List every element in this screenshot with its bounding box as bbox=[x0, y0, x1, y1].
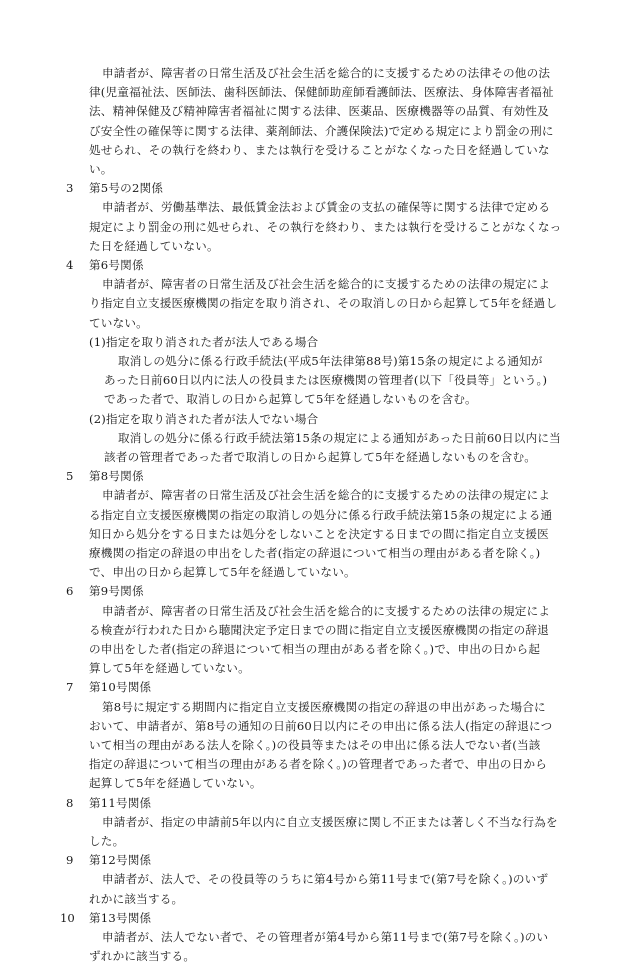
item-line: 申請者が、指定の申請前5年以内に自立支援医療に関し不正または著しく不当な行為を bbox=[102, 814, 558, 829]
item-number: 10 bbox=[60, 910, 75, 925]
item-title: 第12号関係 bbox=[89, 853, 152, 868]
item-line: 指定の辞退について相当の理由がある者を除く。)の管理者であった者で、申出の日から bbox=[89, 757, 548, 772]
item-line: ていない。 bbox=[89, 315, 148, 330]
sub-item-line: あった日前60日以内に法人の役員または医療機関の管理者(以下「役員等」という。) bbox=[104, 373, 548, 388]
item-line: した。 bbox=[89, 834, 125, 848]
item-title: 第9号関係 bbox=[89, 584, 144, 599]
item-line: 申請者が、法人でない者で、その管理者が第4号から第11号まで(第7号を除く。)のい bbox=[102, 930, 549, 944]
item-line: 申請者が、労働基準法、最低賃金法および賃金の支払の確保等に関する法律で定める bbox=[102, 200, 551, 215]
item-number: 6 bbox=[66, 584, 74, 599]
item-line: おいて、申請者が、第8号の通知の日前60日以内にその申出に係る法人(指定の辞退につ bbox=[89, 718, 553, 733]
item-line: た日を経過していない。 bbox=[89, 238, 219, 253]
sub-item-line: であった者で、取消しの日から起算して5年を経過しないものを含む。 bbox=[104, 392, 477, 407]
item-line: 起算して5年を経過していない。 bbox=[89, 776, 262, 791]
item-line: 第8号に規定する期間内に指定自立支援医療機関の指定の辞退の申出があった場合に bbox=[102, 699, 546, 714]
item-line: 申請者が、障害者の日常生活及び社会生活を総合的に支援するための法律の規定によ bbox=[102, 488, 551, 503]
intro-line: 律(児童福祉法、医師法、歯科医師法、保健師助産師看護師法、医療法、身体障害者福祉 bbox=[89, 85, 554, 100]
item-line: で、申出の日から起算して5年を経過していない。 bbox=[89, 565, 356, 580]
item-line: 療機関の指定の辞退の申出をした者(指定の辞退について相当の理由がある者を除く。) bbox=[89, 546, 541, 560]
item-title: 第11号関係 bbox=[89, 795, 152, 810]
item-line: る指定自立支援医療機関の指定の取消しの処分に係る行政手続法第15条の規定による通 bbox=[89, 507, 553, 522]
sub-item-line: 取消しの処分に係る行政手続法第15条の規定による通知があった日前60日以内に当 bbox=[118, 430, 561, 445]
intro-line: 処せられ、その執行を終わり、または執行を受けることがなくなった日を経過していな bbox=[89, 142, 550, 157]
item-line: る検査が行われた日から聴聞決定予定日までの間に指定自立支援医療機関の指定の辞退 bbox=[89, 622, 549, 637]
item-line: 算して5年を経過していない。 bbox=[89, 661, 250, 676]
intro-line: い。 bbox=[89, 162, 113, 176]
intro-line: 法、精神保健及び精神障害者福祉に関する法律、医薬品、医療機器等の品質、有効性及 bbox=[89, 104, 549, 119]
item-title: 第6号関係 bbox=[89, 258, 144, 272]
item-line: ずれかに該当する。 bbox=[89, 949, 196, 964]
item-number: 7 bbox=[66, 680, 74, 695]
item-title: 第5号の2関係 bbox=[89, 181, 164, 196]
item-line: の申出をした者(指定の辞退について相当の理由がある者を除く。)で、申出の日から起 bbox=[89, 642, 541, 656]
item-line: れかに該当する。 bbox=[89, 891, 184, 906]
item-number: 3 bbox=[66, 181, 74, 196]
sub-item-title: (2)指定を取り消された者が法人でない場合 bbox=[89, 411, 319, 426]
item-number: 4 bbox=[66, 258, 74, 272]
item-line: いて相当の理由がある法人を除く。)の役員等またはその申出に係る法人でない者(当該 bbox=[89, 738, 541, 752]
item-line: り指定自立支援医療機関の指定を取り消され、その取消しの日から起算して5年を経過し bbox=[89, 296, 558, 311]
sub-item-line: 取消しの処分に係る行政手続法(平成5年法律第88号)第15条の規定による通知が bbox=[118, 354, 543, 368]
intro-line: 申請者が、障害者の日常生活及び社会生活を総合的に支援するための法律その他の法 bbox=[102, 66, 551, 80]
item-line: 知日から処分をする日または処分をしないことを決定する日までの間に指定自立支援医 bbox=[89, 526, 549, 541]
sub-item-line: 該者の管理者であった者で取消しの日から起算して5年を経過しないものを含む。 bbox=[104, 450, 537, 464]
item-number: 9 bbox=[66, 853, 74, 868]
intro-line: び安全性の確保等に関する法律、薬剤師法、介護保険法)で定める規定により罰金の刑に bbox=[89, 123, 554, 138]
item-line: 申請者が、障害者の日常生活及び社会生活を総合的に支援するための法律の規定によ bbox=[102, 603, 551, 618]
item-line: 申請者が、障害者の日常生活及び社会生活を総合的に支援するための法律の規定によ bbox=[102, 277, 551, 292]
item-number: 8 bbox=[66, 795, 74, 810]
item-number: 5 bbox=[66, 469, 74, 484]
item-title: 第10号関係 bbox=[89, 680, 152, 695]
item-line: 申請者が、法人で、その役員等のうちに第4号から第11号まで(第7号を除く。)のいず bbox=[102, 872, 549, 887]
item-title: 第13号関係 bbox=[89, 910, 152, 925]
item-title: 第8号関係 bbox=[89, 469, 144, 484]
item-line: 規定により罰金の刑に処せられ、その執行を終わり、または執行を受けることがなくなっ bbox=[89, 219, 562, 234]
sub-item-title: (1)指定を取り消された者が法人である場合 bbox=[89, 334, 319, 349]
